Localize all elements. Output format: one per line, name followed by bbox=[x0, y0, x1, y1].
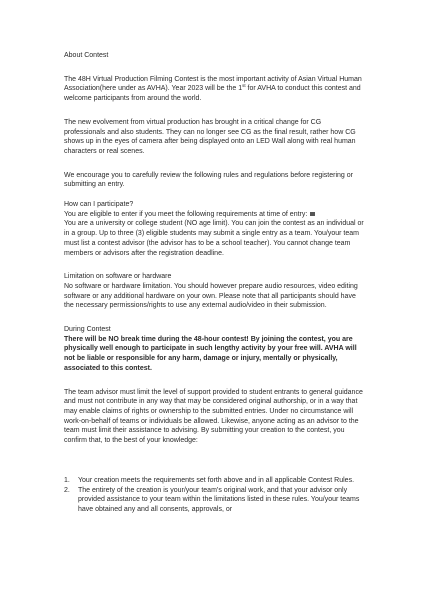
about-paragraph-1: The 48H Virtual Production Filming Contest is the most important activity of Asian Virtual Human Association(here under as AVHA). Year 2023 will be the 1st for AVHA to conduct this contest and welcome participants from around the world. bbox=[64, 75, 362, 103]
about-paragraph-2: The new evolvement from virtual production has brought in a critical change for CG professionals and also students. They can no longer see CG as the final result, rather how CG shows up in the eyes of camera after being displayed onto an LED Wall along with real human characters or real scenes. bbox=[64, 118, 356, 155]
list-item: 1. Your creation meets the requirements set forth above and in all applicable Contest Rules. bbox=[64, 476, 355, 484]
ordinal-suffix: st bbox=[242, 83, 246, 89]
confirmation-list bbox=[64, 476, 364, 515]
participate-heading: How can I participate? bbox=[64, 201, 134, 209]
limitation-heading: Limitation on software or hardware bbox=[64, 273, 172, 281]
limitation-paragraph: No software or hardware limitation. You should however prepare audio resources, video editing software or any additional hardware on your own. Please note that all participants should have the necessary permissions/rights to use any external audio/video in their submission. bbox=[64, 282, 358, 310]
list-item: 2. The entirety of the creation is your/your team’s original work, and that your advisor only provided assistance to your team within the limitations listed in these rules. You/your teams have obtained any and all consents, approvals, or bbox=[64, 486, 360, 513]
about-heading: About Contest bbox=[64, 52, 109, 59]
checkbox-glyph-icon bbox=[310, 212, 315, 216]
about-paragraph-3: We encourage you to carefully review the following rules and regulations before registering or submitting an entry. bbox=[64, 171, 353, 189]
during-heading: During Contest bbox=[64, 326, 111, 334]
during-paragraph-2: The team advisor must limit the level of support provided to student entrants to general guidance and must not contribute in any way that may be considered original authorship, or in a way that may enable claims of rights or ownership to the submitted entries. Under no circumstance will work-on-behalf of teams or individuals be allowed. Likewise, anyone acting as an advisor to the team must limit their assistance to advising. By submitting your creation to the contest, you confirm that, to the best of your knowledge: bbox=[64, 388, 363, 445]
during-bold-notice: There will be NO break time during the 48-hour contest! By joining the contest, you are physically well enough to participate in such lengthy activity by your free will. AVHA will not be liable or responsible for any harm, damage or injury, mentally or physically, associated to this contest. bbox=[64, 335, 357, 372]
document-body bbox=[64, 51, 364, 515]
participate-paragraph: You are eligible to enter if you meet the following requirements at time of entry: You are a university or college student (NO age limit). You can join the contest as an individual or in a group. Up to three (3) eligible students may submit a single entry as a team. You/your team must list a contest advisor (the advisor has to be a school teacher). You cannot change team members or advisors after the registration deadline. bbox=[64, 210, 364, 257]
